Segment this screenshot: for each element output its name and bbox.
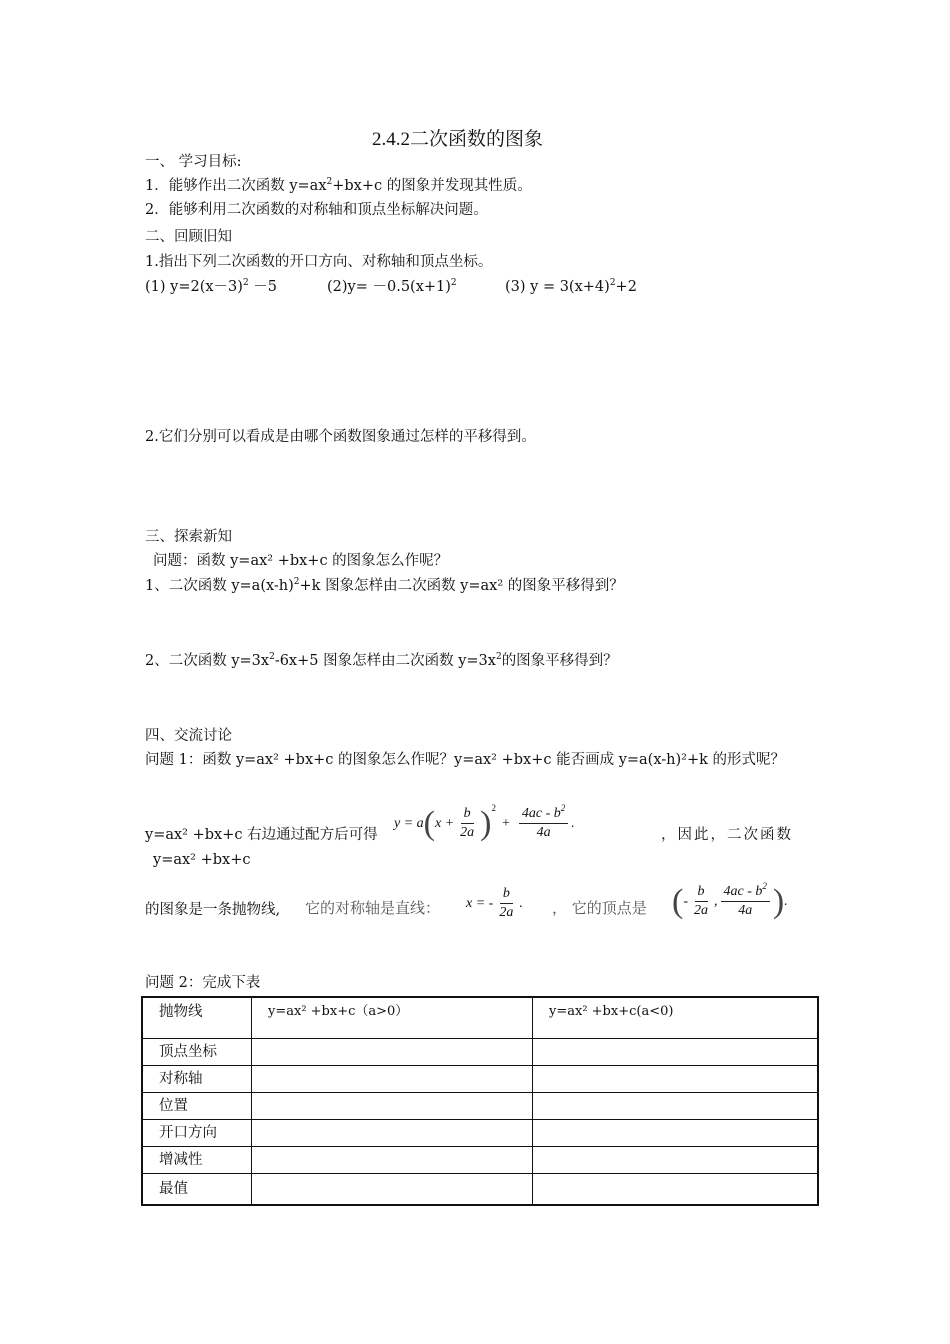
- properties-table: [141, 996, 819, 1206]
- answer-cell[interactable]: [252, 1147, 533, 1174]
- therefore-text: ，因此，二次函数: [661, 827, 793, 843]
- vertex-formula: ( - $\frac{b}{2a}$ , $\frac{4ac - b^2}{4a}$ ) .: [672, 881, 788, 920]
- answer-cell[interactable]: [533, 1093, 819, 1120]
- table-row: [142, 1093, 818, 1120]
- goal-2: 2．能够利用二次函数的对称轴和顶点坐标解决问题。: [145, 202, 488, 218]
- row-label: 位置: [142, 1093, 252, 1120]
- axis-label: 它的对称轴是直线：: [305, 899, 441, 917]
- table-row: [142, 1066, 818, 1093]
- row-label: 最值: [142, 1174, 252, 1206]
- function-3: (3) $y = 3(x+4)^2+2$: [505, 278, 637, 295]
- answer-cell[interactable]: [252, 1039, 533, 1066]
- row-label: 顶点坐标: [142, 1039, 252, 1066]
- axis-formula: x = - $\frac{b}{2a}$ .: [466, 886, 523, 920]
- answer-cell[interactable]: [533, 1147, 819, 1174]
- review-question-2: 2.它们分别可以看成是由哪个函数图象通过怎样的平移得到。: [145, 429, 536, 445]
- function-1: (1) $y=2(x-3)^2 -5$: [145, 278, 278, 295]
- completing-square-text: y=ax² +bx+c 右边通过配方后可得: [145, 827, 378, 843]
- answer-cell[interactable]: [252, 1174, 533, 1206]
- row-label: 开口方向: [142, 1120, 252, 1147]
- discussion-problem-2: 问题 2：完成下表: [145, 975, 261, 991]
- explore-problem: 问题：函数 y=ax² +bx+c 的图象怎么作呢？: [153, 553, 449, 569]
- function-2: $(2)y= -0.5(x+1)^2$: [327, 278, 457, 295]
- answer-cell[interactable]: [533, 1120, 819, 1147]
- section2-heading: 二、回顾旧知: [145, 229, 232, 245]
- table-row: [142, 1147, 818, 1174]
- parabola-statement: 的图象是一条抛物线,: [145, 902, 281, 918]
- table-header-cell: y=ax² +bx+c（a>0）: [252, 997, 533, 1039]
- review-question-1: 1.指出下列二次函数的开口方向、对称轴和顶点坐标。: [145, 254, 493, 270]
- explore-question-2: 2、二次函数 $y=3x^2-6x+5$ 图象怎样由二次函数 $y=3x^2$的图象平移得到？: [145, 652, 618, 669]
- table-header-row: [142, 997, 818, 1039]
- table-row: [142, 1174, 818, 1206]
- discussion-problem-1: 问题 1：函数 y=ax² +bx+c 的图象怎么作呢？y=ax² +bx+c 能否画成 y=a(x-h)²+k 的形式呢？: [145, 752, 786, 768]
- vertex-label: ， 它的顶点是: [552, 899, 647, 917]
- row-label: 对称轴: [142, 1066, 252, 1093]
- page-title: 2.4.2二次函数的图象: [372, 129, 544, 150]
- table-header-cell: 抛物线: [142, 997, 252, 1039]
- table-row: [142, 1120, 818, 1147]
- answer-cell[interactable]: [533, 1066, 819, 1093]
- answer-cell[interactable]: [533, 1174, 819, 1206]
- quadratic-general-form: y=ax² +bx+c: [153, 852, 251, 868]
- section1-heading: 一、 学习目标:: [145, 154, 242, 170]
- answer-cell[interactable]: [252, 1120, 533, 1147]
- explore-question-1: 1、二次函数 $y=a(x-h)^2+k$ 图象怎样由二次函数 y=ax² 的图象平移得到？: [145, 577, 624, 594]
- answer-cell[interactable]: [533, 1039, 819, 1066]
- row-label: 增减性: [142, 1147, 252, 1174]
- table-row: [142, 1039, 818, 1066]
- vertex-form-formula: y = a ( x + $\frac{b}{2a}$ ) 2 + $\frac{4ac - b^2}{4a}$ .: [394, 802, 575, 842]
- section4-heading: 四、交流讨论: [145, 728, 232, 744]
- answer-cell[interactable]: [252, 1066, 533, 1093]
- goal-1: 1．能够作出二次函数 $y=ax^2+bx+c$ 的图象并发现其性质。: [145, 177, 532, 194]
- answer-cell[interactable]: [252, 1093, 533, 1120]
- table-header-cell: y=ax² +bx+c(a<0): [533, 997, 819, 1039]
- section3-heading: 三、探索新知: [145, 529, 232, 545]
